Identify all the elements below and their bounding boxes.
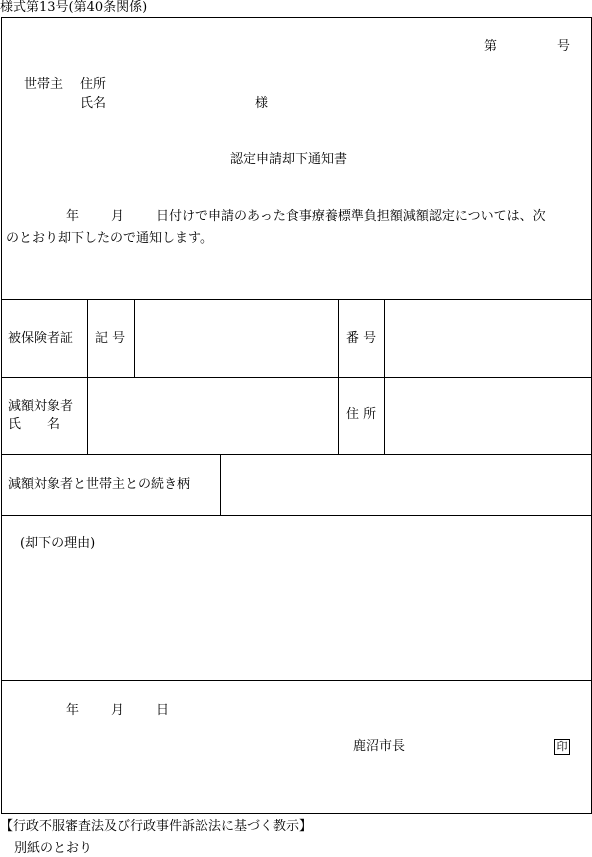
name-label: 氏名: [80, 96, 107, 111]
body-month: 月: [111, 209, 125, 224]
target-address-label: 住 所: [346, 407, 377, 422]
divider-row1: [1, 377, 592, 378]
divider-col5: [220, 454, 221, 515]
divider-col1: [87, 299, 88, 454]
seal-stamp: 印: [554, 739, 570, 755]
number-prefix: 第: [484, 39, 498, 54]
reason-label: (却下の理由): [20, 536, 96, 551]
appeal-text: 別紙のとおり: [14, 841, 93, 856]
symbol-label: 記 号: [95, 331, 126, 346]
target-name-label-1: 減額対象者: [8, 399, 74, 414]
appeal-heading: 【行政不服審査法及び行政事件訴訟法に基づく教示】: [0, 819, 313, 834]
insured-card-label: 被保険者証: [8, 331, 74, 346]
body-line2: のとおり却下したので通知します。: [6, 231, 213, 246]
target-name-label-2: 氏 名: [8, 417, 61, 432]
footer-day: 日: [156, 703, 170, 718]
divider-col4: [384, 299, 385, 454]
divider-col2: [134, 299, 135, 377]
body-year: 年: [66, 209, 80, 224]
divider-reason: [1, 680, 592, 681]
number-label: 番 号: [346, 331, 377, 346]
body-line1: 日付けで申請のあった食事療養標準負担額減額認定については、次: [156, 209, 546, 224]
issuer: 鹿沼市長: [353, 739, 406, 754]
householder-label: 世帯主: [24, 77, 64, 92]
document-title: 認定申請却下通知書: [230, 152, 348, 167]
divider-top: [1, 299, 592, 300]
footer-month: 月: [111, 703, 125, 718]
number-suffix: 号: [557, 39, 571, 54]
form-id: 様式第13号(第40条関係): [0, 0, 148, 15]
divider-row2: [1, 454, 592, 455]
address-label: 住所: [80, 77, 107, 92]
footer-year: 年: [66, 703, 80, 718]
honorific: 様: [255, 96, 269, 111]
divider-col3: [338, 299, 339, 454]
relationship-label: 減額対象者と世帯主との続き柄: [8, 477, 191, 492]
form-frame: [1, 17, 592, 814]
divider-row3: [1, 515, 592, 516]
